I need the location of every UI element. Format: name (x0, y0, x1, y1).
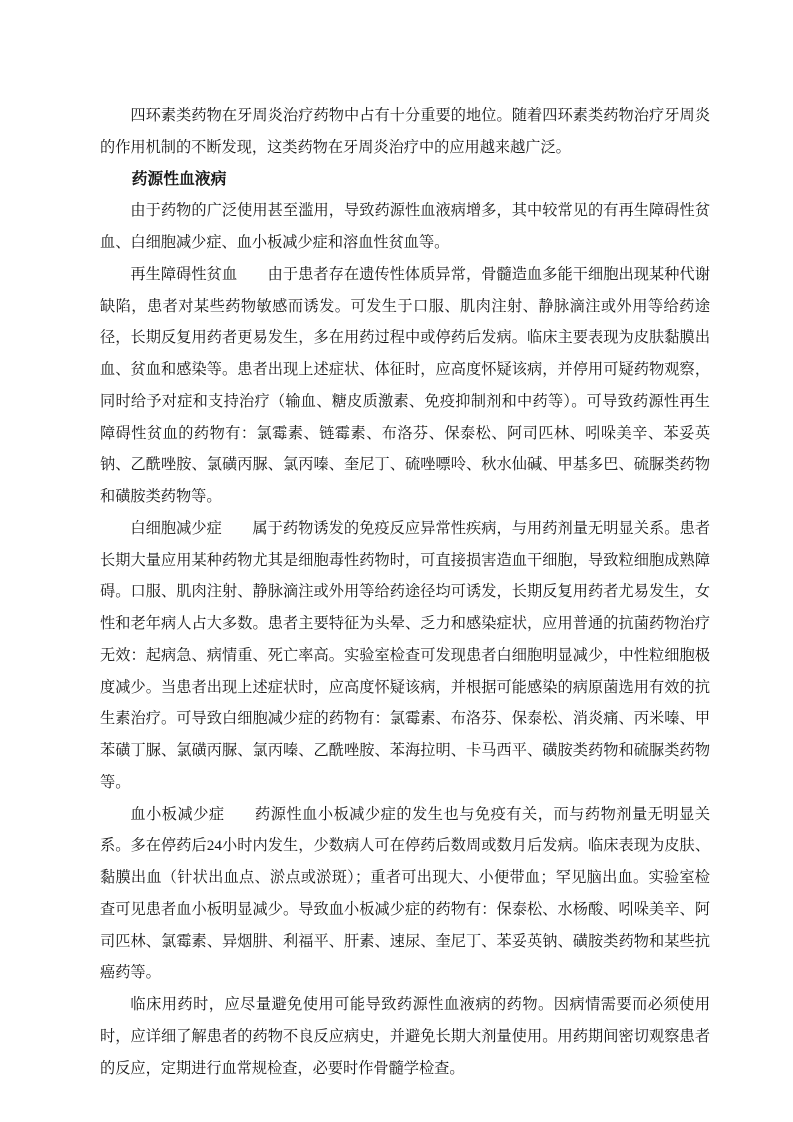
paragraph-overview: 由于药物的广泛使用甚至滥用，导致药源性血液病增多，其中较常见的有再生障碍性贫血、白细胞减少症、血小板减少症和溶血性贫血等。 (100, 202, 710, 251)
paragraph-thrombocytopenia-text: 药源性血小板减少症的发生也与免疫有关，而与药物剂量无明显关系。多在停药后24小时内发生，少数病人可在停药后数周或数月后发病。临床表现为皮肤、黏膜出血（针状出血点、淤点或淤斑）；重者可出现大、小便带血；罕见脑出血。实验室检查可见患者血小板明显减少。导致血小板减少症的药物有：保泰松、水杨酸、吲哚美辛、阿司匹林、氯霉素、异烟肼、利福平、肝素、速尿、奎尼丁、苯妥英钠、磺胺类药物和某些抗癌药等。 (100, 805, 711, 982)
paragraph-leukopenia (100, 513, 710, 799)
paragraph-clinical-advice: 临床用药时，应尽量避免使用可能导致药源性血液病的药物。因病情需要而必须使用时，应详细了解患者的药物不良反应病史，并避免长期大剂量使用。用药期间密切观察患者的反应，定期进行血常规检查，必要时作骨髓学检查。 (100, 996, 710, 1077)
term-aplastic-anemia: 再生障碍性贫血 (130, 265, 238, 283)
section-heading-drug-induced-blood-disease: 药源性血液病 (131, 170, 227, 188)
paragraph-aplastic-anemia (100, 259, 710, 513)
term-thrombocytopenia: 血小板减少症 (130, 805, 225, 823)
paragraph-leukopenia-text: 属于药物诱发的免疫反应异常性疾病，与用药剂量无明显关系。患者长期大量应用某种药物尤其是细胞毒性药物时，可直接损害造血干细胞，导致粒细胞成熟障碍。口服、肌肉注射、静脉滴注或外用等给药途径均可诱发，长期反复用药者尤易发生，女性和老年病人占大多数。患者主要特征为头晕、乏力和感染症状，应用普通的抗菌药物治疗无效：起病急、病情重、死亡率高。实验室检查可发现患者白细胞明显减少，中性粒细胞极度减少。当患者出现上述症状时，应高度怀疑该病，并根据可能感染的病原菌选用有效的抗生素治疗。可导致白细胞减少症的药物有：氯霉素、布洛芬、保泰松、消炎痛、丙米嗪、甲苯磺丁脲、氯磺丙脲、氯丙嗪、乙酰唑胺、苯海拉明、卡马西平、磺胺类药物和硫脲类药物等。 (100, 519, 711, 791)
paragraph-aplastic-anemia-text: 由于患者存在遗传性体质异常，骨髓造血多能干细胞出现某种代谢缺陷，患者对某些药物敏感而诱发。可发生于口服、肌肉注射、静脉滴注或外用等给药途径，长期反复用药者更易发生，多在用药过程中或停药后发病。临床主要表现为皮肤黏膜出血、贫血和感染等。患者出现上述症状、体征时，应高度怀疑该病，并停用可疑药物观察，同时给予对症和支持治疗（输血、糖皮质激素、免疫抑制剂和中药等）。可导致药源性再生障碍性贫血的药物有：氯霉素、链霉素、布洛芬、保泰松、阿司匹林、吲哚美辛、苯妥英钠、乙酰唑胺、氯磺丙脲、氯丙嗪、奎尼丁、硫唑嘌呤、秋水仙碱、甲基多巴、硫脲类药物和磺胺类药物等。 (100, 265, 711, 505)
paragraph-thrombocytopenia (100, 799, 710, 990)
term-leukopenia: 白细胞减少症 (130, 519, 222, 537)
paragraph-tetracycline-periodontitis: 四环素类药物在牙周炎治疗药物中占有十分重要的地位。随着四环素类药物治疗牙周炎的作用机制的不断发现，这类药物在牙周炎治疗中的应用越来越广泛。 (100, 107, 710, 156)
